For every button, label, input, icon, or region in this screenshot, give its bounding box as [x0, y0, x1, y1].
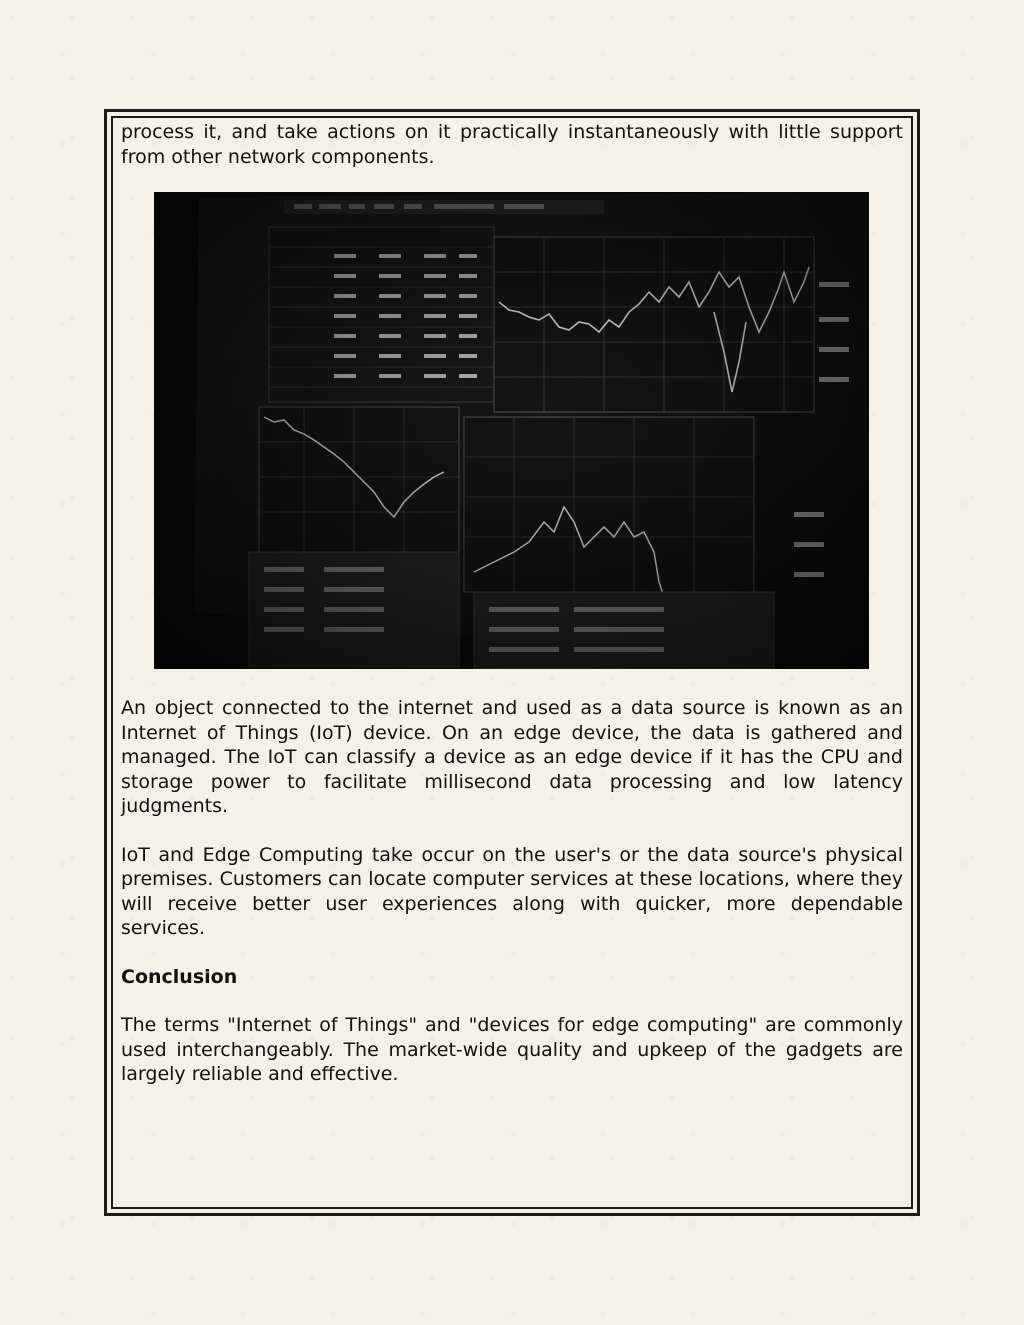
paragraph-iot-definition: An object connected to the internet and used as a data source is known as an Internet of Things (IoT) device. On an edge device, the data is gathered and managed. The IoT can classify a device as an edge device if it has the CPU and storage power to facilitate millisecond data processing and low latency judgments.: [121, 697, 903, 817]
paragraph-edge-computing: IoT and Edge Computing take occur on the user's or the data source's physical premises. Customers can locate computer services at these locations, where they will receive better user experiences along with quicker, more dependable services.: [121, 843, 903, 939]
section-heading-conclusion: Conclusion: [121, 965, 238, 988]
stock-monitor-illustration: [154, 192, 869, 669]
paragraph-conclusion: The terms "Internet of Things" and "devices for edge computing" are commonly used interchangeably. The market-wide quality and upkeep of the gadgets are largely reliable and effective.: [121, 1014, 903, 1085]
stock-monitor-photo: [154, 192, 869, 669]
intro-paragraph: process it, and take actions on it practically instantaneously with little support from other network components.: [121, 121, 903, 168]
document-body: [121, 120, 903, 1111]
